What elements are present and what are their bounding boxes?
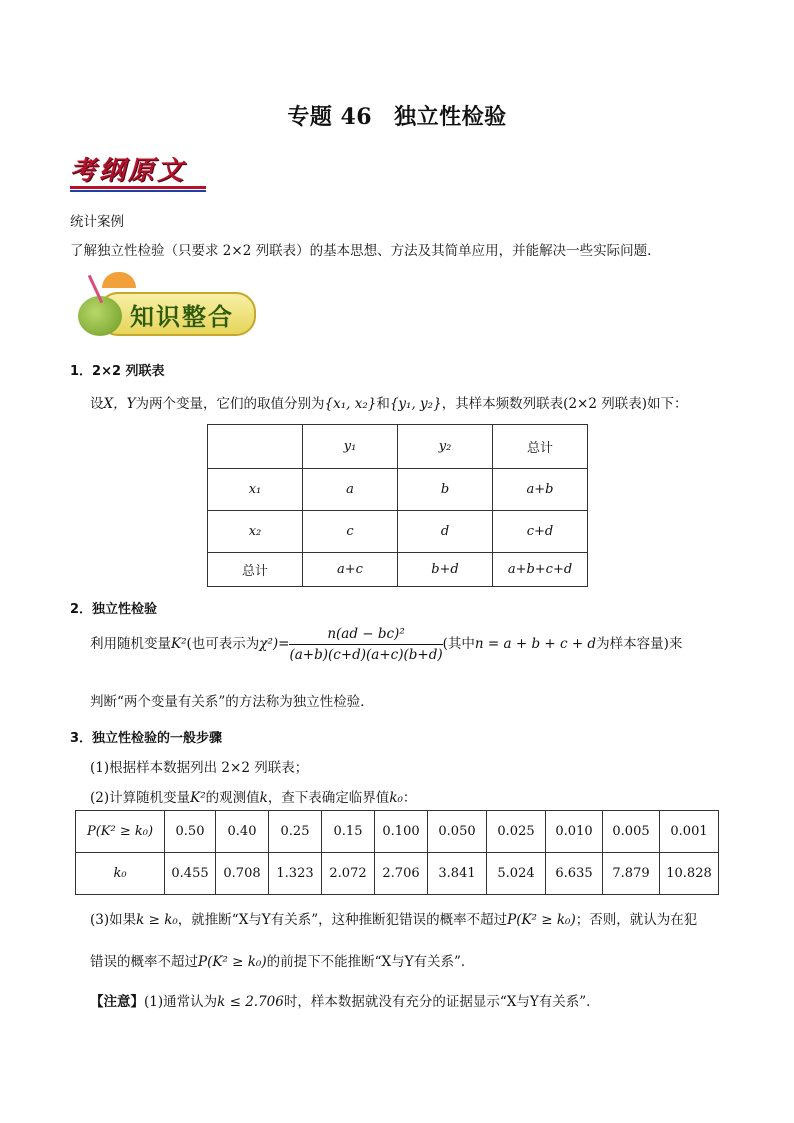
title-name: 独立性检验 (394, 104, 507, 130)
section-2-title: 2．独立性检验 (70, 602, 158, 617)
table-row: k₀ 0.455 0.708 1.323 2.072 2.706 3.841 5.024 6.635 7.879 10.828 (76, 853, 719, 895)
table-cell: 0.708 (216, 853, 269, 895)
table-cell: 0.50 (165, 811, 216, 853)
step-3-line-2: 错误的概率不超过P(K² ≥ k₀)的前提下不能推断“X与Y有关系”． (90, 954, 475, 970)
badge-underline-blue (70, 190, 206, 192)
page-title (0, 100, 794, 131)
chi-square-fraction: $\frac{\text{n(ad − bc)²}}{(a+b)(c+d)(a+c)(b+d)}$ (289, 626, 443, 663)
title-prefix: 专题 46 (287, 104, 373, 130)
intro-line-2: 了解独立性检验（只要求 2×2 列联表）的基本思想、方法及其简单应用，并能解决一些实际问题. (70, 243, 652, 259)
table-cell: 0.455 (165, 853, 216, 895)
section-1-description: 设X，Y为两个变量，它们的取值分别为{x₁, x₂}和{y₁, y₂}，其样本频数列联表(2×2 列联表)如下： (90, 396, 688, 412)
note: 【注意】(1)通常认为k ≤ 2.706时，样本数据就没有充分的证据显示“X与Y有关系”． (90, 994, 600, 1010)
table-cell: 0.025 (487, 811, 546, 853)
table-cell: 0.050 (428, 811, 487, 853)
table-cell: 3.841 (428, 853, 487, 895)
section-badge-syllabus (70, 150, 206, 192)
table-row: 总计 a+c b+d a+b+c+d (208, 553, 588, 587)
table-cell: 0.15 (322, 811, 375, 853)
table-cell: 0.40 (216, 811, 269, 853)
section-2-formula-line: 利用随机变量K²(也可表示为χ²)= $\frac{\text{n(ad − bc)²}}{(a+b)(c+d)(a+c)(b+d)}$ (其中n = a + b + c + d为样本容量)来 (90, 626, 683, 663)
table-cell: 6.635 (546, 853, 603, 895)
table-cell: 0.25 (269, 811, 322, 853)
table-cell: 0.010 (546, 811, 603, 853)
table-cell: 2.706 (375, 853, 428, 895)
intro-line-1: 统计案例 (70, 214, 124, 230)
step-2: (2)计算随机变量K²的观测值k，查下表确定临界值k₀： (90, 790, 417, 806)
badge-text: 考纲原文 (70, 156, 187, 186)
table-cell: 0.005 (603, 811, 660, 853)
critical-value-table (75, 810, 719, 895)
section-2-definition: 判断“两个变量有关系”的方法称为独立性检验． (90, 694, 374, 710)
table-cell: 1.323 (269, 853, 322, 895)
table-cell: 0.100 (375, 811, 428, 853)
table-row: P(K² ≥ k₀) 0.50 0.40 0.25 0.15 0.100 0.050 0.025 0.010 0.005 0.001 (76, 811, 719, 853)
section-1-title: 1．2×2 列联表 (70, 364, 165, 379)
badge-underline-red (70, 186, 206, 189)
table-cell: 7.879 (603, 853, 660, 895)
table-cell: 2.072 (322, 853, 375, 895)
contingency-table (207, 424, 588, 587)
table-row: y₁ y₂ 总计 (208, 425, 588, 469)
table-cell: 5.024 (487, 853, 546, 895)
table-cell: 0.001 (660, 811, 719, 853)
section-badge-knowledge (72, 270, 254, 338)
section-3-title: 3．独立性检验的一般步骤 (70, 731, 223, 746)
table-row: x₁ a b a+b (208, 469, 588, 511)
badge-text: 知识整合 (130, 302, 234, 331)
table-row: x₂ c d c+d (208, 511, 588, 553)
table-cell: 10.828 (660, 853, 719, 895)
step-1: (1)根据样本数据列出 2×2 列联表； (90, 760, 309, 776)
step-3-line-1: (3)如果k ≥ k₀，就推断“X与Y有关系”，这种推断犯错误的概率不超过P(K² ≥ k₀)；否则，就认为在犯 (90, 912, 698, 928)
umbrella-icon (102, 272, 136, 288)
